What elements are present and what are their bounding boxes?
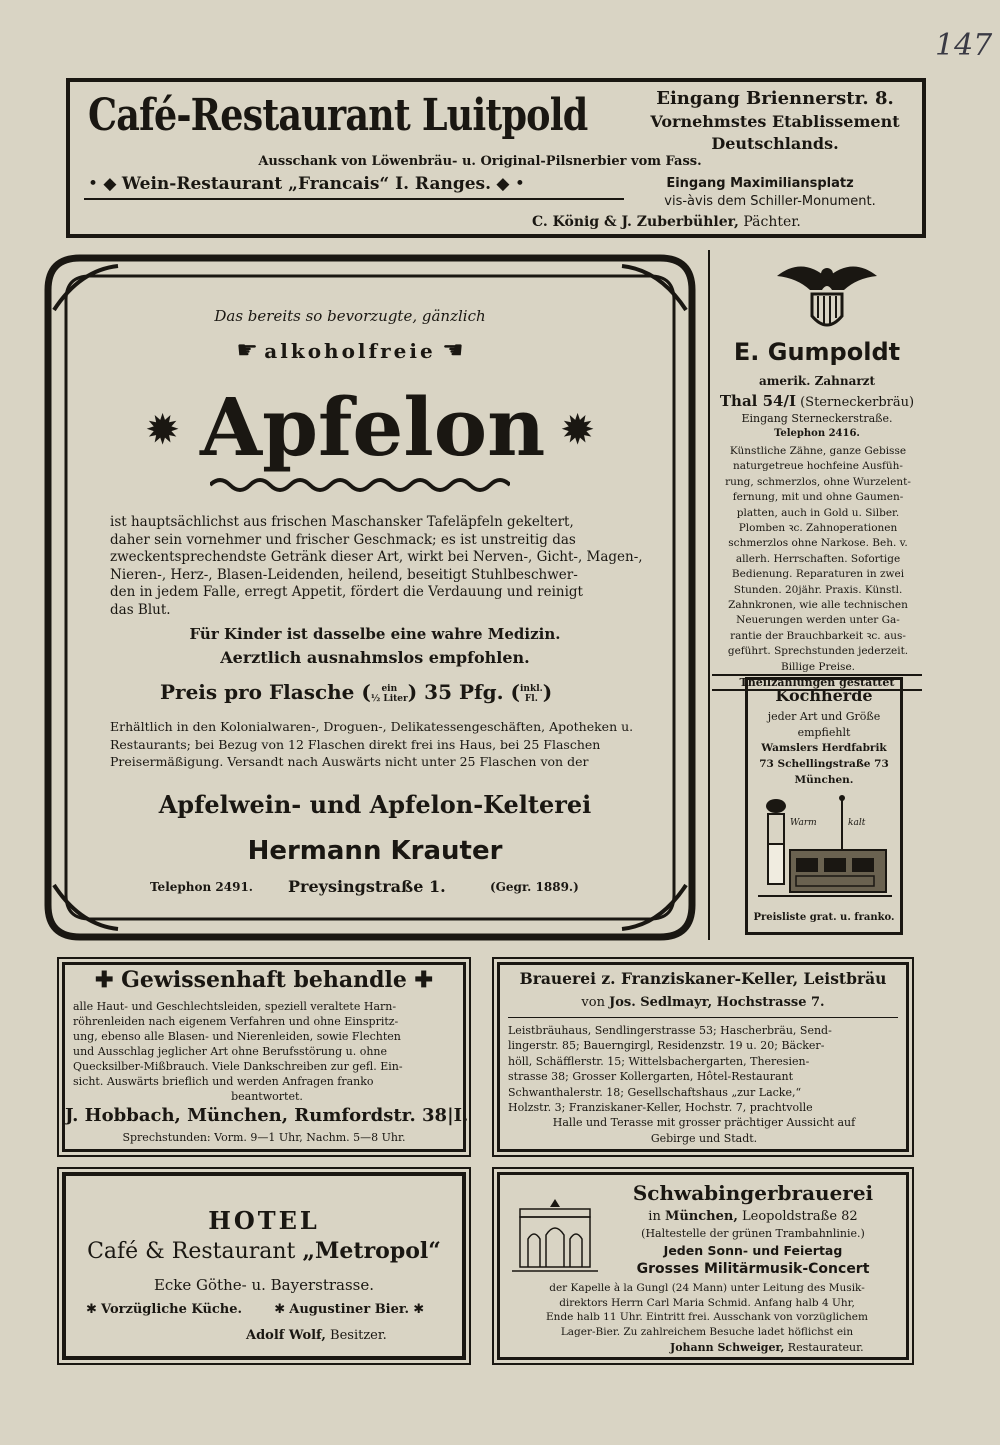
luitpold-entrance1: Eingang Briennerstr. 8. — [656, 88, 894, 109]
kochherde-title: Kochherde — [775, 686, 873, 705]
hobbach-line: beantwortet. — [231, 1090, 303, 1103]
gumpoldt-line: schmerzlos ohne Narkose. Beh. v. — [728, 537, 908, 550]
gumpoldt-title: amerik. Zahnarzt — [758, 374, 876, 388]
metropol-features-row — [86, 1302, 424, 1317]
gumpoldt-line: Neuerungen werden unter Ga- — [736, 614, 900, 627]
gumpoldt-line: Plomben ꝛc. Zahnoperationen — [738, 522, 898, 535]
schwabinger-owner-row — [670, 1341, 864, 1354]
kochherde-kalt: kalt — [848, 818, 866, 828]
metropol-beer: Augustiner Bier. — [289, 1302, 410, 1317]
hobbach-ad — [62, 962, 469, 1152]
archway-illustration — [512, 1195, 598, 1275]
apfelon-text-line: daher sein vornehmer und frischer Geschmack; es ist unstreitig das — [110, 531, 576, 548]
kochherde-footer: Preisliste grat. u. franko. — [753, 912, 895, 923]
star-icon: ✱ — [413, 1302, 425, 1317]
schwabinger-days: Jeden Sonn- und Feiertag — [663, 1243, 843, 1258]
eagle-shield-icon — [772, 256, 882, 336]
apfelon-price-row — [160, 680, 552, 704]
apfelon-price-fl: Fl. — [524, 693, 538, 704]
franziskaner-line: Leistbräuhaus, Sendlingerstrasse 53; Hascherbräu, Send- — [508, 1024, 832, 1037]
franziskaner-ad — [497, 962, 909, 1152]
ornament-right: ◆ • — [491, 174, 525, 194]
star-icon: ✱ — [86, 1302, 97, 1317]
luitpold-wine-row — [88, 174, 525, 194]
apfelon-doctors: Aerztlich ausnahmslos empfohlen. — [220, 648, 530, 667]
metropol-title-a: Café & Restaurant — [87, 1239, 296, 1264]
metropol-title-b: „Metropol“ — [302, 1238, 441, 1264]
apfelon-phone: Telephon 2491. — [150, 880, 253, 894]
gumpoldt-line: Billige Preise. — [780, 660, 856, 673]
schwabinger-ad — [497, 1172, 909, 1360]
gumpoldt-line: Bedienung. Reparaturen in zwei — [731, 568, 905, 581]
hobbach-line: sicht. Auswärts brieflich und werden Anfragen franko — [73, 1075, 374, 1088]
schwabinger-title: Schwabingerbrauerei — [632, 1181, 874, 1205]
gumpoldt-addr-rest: (Sterneckerbräu) — [800, 395, 915, 410]
hobbach-line: ung, ebenso alle Blasen- und Nierenleiden, sowie Flechten — [73, 1030, 401, 1043]
apfelon-price-c: ) — [542, 680, 553, 704]
gumpoldt-line: platten, auch in Gold u. Silber. — [736, 506, 900, 519]
gumpoldt-addr-bold: Thal 54/I — [719, 392, 796, 410]
gumpoldt-line: Künstliche Zähne, ganze Gebisse — [729, 445, 907, 457]
franziskaner-line: strasse 38; Grosser Kollergarten, Hôtel-Restaurant — [508, 1070, 794, 1084]
apfelon-owner: Hermann Krauter — [247, 836, 503, 866]
gumpoldt-body — [716, 444, 920, 675]
apfelon-price-b: ) 35 Pfg. ( — [407, 680, 520, 704]
gumpoldt-installments: Theilzahlungen gestattet — [712, 674, 922, 691]
hobbach-hours: Sprechstunden: Vorm. 9—1 Uhr, Nachm. 5—8 Uhr. — [122, 1131, 406, 1144]
franziskaner-line: Holzstr. 3; Franziskaner-Keller, Hochstr. 7, prachtvolle — [508, 1101, 813, 1115]
apfelon-availability — [110, 718, 640, 771]
hobbach-name: J. Hobbach, München, Rumfordstr. 38|I. — [65, 1105, 469, 1126]
kochherde-warm: Warm — [790, 818, 817, 828]
apfelon-text-line: das Blut. — [110, 601, 171, 618]
metropol-owner-role: Besitzer. — [330, 1328, 387, 1343]
apfelon-alcohol-free: alkoholfreie — [264, 339, 436, 363]
hobbach-line: alle Haut- und Geschlechtsleiden, speziell veraltete Harn- — [73, 1000, 397, 1013]
gumpoldt-name: E. Gumpoldt — [733, 338, 901, 366]
luitpold-beer: Ausschank von Löwenbräu- u. Original-Pilsnerbier vom Fass. — [258, 154, 702, 169]
gumpoldt-line: Stunden. 20jähr. Praxis. Künstl. — [733, 583, 903, 596]
gumpoldt-line: fernung, mit und ohne Gaumen- — [732, 491, 904, 504]
apfelon-body — [110, 514, 643, 619]
star-left-icon: ✹ — [145, 405, 181, 454]
luitpold-owners: C. König & J. Zuberbühler, — [532, 214, 739, 230]
apfelon-price-a: Preis pro Flasche ( — [160, 680, 371, 704]
apfelon-price-bottle — [520, 684, 543, 704]
schwabinger-line: der Kapelle à la Gungl (24 Mann) unter Leitung des Musik- — [549, 1282, 865, 1294]
luitpold-claim2: Deutschlands. — [711, 134, 839, 153]
kochherde-line1: jeder Art und Größe — [767, 710, 881, 723]
franziskaner-line: lingerstr. 85; Bauerngirgl, Residenzstr. 19 u. 20; Bäcker- — [508, 1039, 825, 1053]
hobbach-body — [73, 999, 461, 1104]
luitpold-wine: Wein-Restaurant „Francais“ I. Ranges. — [121, 174, 492, 194]
luitpold-title: Café-Restaurant Luitpold — [88, 90, 588, 141]
schwabinger-stop: (Haltestelle der grünen Trambahnlinie.) — [641, 1227, 865, 1240]
apfelon-price-inkl: inkl. — [520, 683, 543, 694]
franziskaner-body — [508, 1023, 900, 1146]
cross-right-icon: ✚ — [414, 967, 433, 993]
apfelon-company: Apfelwein- und Apfelon-Kelterei — [158, 790, 592, 819]
gumpoldt-line: naturgetreue hochfeine Ausfüh- — [733, 460, 903, 473]
apfelon-founded: (Gegr. 1889.) — [490, 880, 579, 894]
luitpold-ad — [66, 78, 926, 238]
schwabinger-loc-c: Leopoldstraße 82 — [742, 1209, 858, 1224]
schwabinger-body — [508, 1281, 906, 1339]
luitpold-owners-role: Pächter. — [743, 214, 801, 230]
hobbach-line: röhrenleiden nach eigenem Verfahren und ohne Einspritz- — [73, 1015, 399, 1028]
luitpold-entrance2b: vis-àvis dem Schiller-Monument. — [664, 194, 876, 209]
apfelon-text-line: Nieren-, Herz-, Blasen-Leidenden, heilend, beseitigt Stuhlbeschwer- — [110, 566, 578, 583]
schwabinger-loc-a: in — [648, 1209, 661, 1224]
gumpoldt-line: rung, schmerzlos, ohne Wurzelent- — [725, 475, 911, 488]
schwabinger-line: direktors Herrn Carl Maria Schmid. Anfang halb 4 Uhr, — [559, 1296, 855, 1309]
hobbach-line: und Ausschlag jeglicher Art ohne Berufsstörung u. ohne — [73, 1045, 387, 1058]
gumpoldt-line: geführt. Sprechstunden jederzeit. — [727, 645, 909, 658]
apfelon-address: Preysingstraße 1. — [288, 877, 446, 896]
kochherde-address: 73 Schellingstraße 73 — [759, 758, 889, 770]
hobbach-line: Quecksilber-Mißbrauch. Viele Dankschreiben zur gefl. Ein- — [73, 1060, 403, 1073]
star-icon: ✱ — [274, 1302, 286, 1317]
wavy-divider — [210, 475, 510, 495]
franziskaner-sub-a: von — [581, 995, 605, 1010]
gumpoldt-line: allerh. Herrschaften. Sofortige — [735, 552, 901, 565]
luitpold-divider — [84, 198, 624, 200]
schwabinger-owner: Johann Schweiger, — [670, 1341, 785, 1354]
stove-illustration — [758, 792, 892, 902]
franziskaner-line: Halle und Terasse mit grosser prächtiger Aussicht auf — [552, 1116, 856, 1130]
apfelon-price-ein: ein — [381, 683, 398, 694]
gumpoldt-entrance: Eingang Sterneckerstraße. — [741, 412, 893, 425]
apfelon-name: Apfelon — [200, 380, 546, 474]
luitpold-claim1: Vornehmstes Etablissement — [650, 112, 900, 131]
schwabinger-line: Ende halb 11 Uhr. Eintritt frei. Ausschank von vorzüglichem — [546, 1311, 868, 1323]
franziskaner-line: höll, Schäfflerstr. 15; Wittelsbachergarten, Theresien- — [508, 1054, 810, 1068]
schwabinger-line: Lager-Bier. Zu zahlreichem Besuche ladet höflichst ein — [560, 1325, 854, 1338]
apfelon-price-fraction — [371, 684, 408, 704]
schwabinger-concert: Grosses Militärmusik-Concert — [636, 1261, 870, 1277]
apfelon-text-line: ist hauptsächlichst aus frischen Maschansker Tafeläpfeln gekeltert, — [110, 514, 574, 530]
pointing-hand-right-icon: ☛ — [236, 336, 258, 364]
luitpold-owners-row — [532, 214, 801, 230]
schwabinger-location-row — [600, 1209, 906, 1224]
cross-left-icon: ✚ — [95, 967, 114, 993]
franziskaner-rule — [508, 1017, 898, 1018]
apfelon-price-liter: ½ Liter — [370, 693, 408, 704]
franziskaner-line: Gebirge und Stadt. — [650, 1131, 758, 1145]
page-number: 147 — [935, 28, 993, 63]
metropol-ad — [62, 1172, 466, 1360]
apfelon-avail-line: Restaurants; bei Bezug von 12 Flaschen direkt frei ins Haus, bei 25 Flaschen — [110, 736, 601, 752]
metropol-title-row — [66, 1238, 462, 1264]
kochherde-ad — [745, 677, 903, 935]
apfelon-text-line: den in jedem Falle, erregt Appetit, fördert die Verdauung und reinigt — [110, 584, 583, 600]
schwabinger-loc-b: München, — [664, 1209, 738, 1224]
apfelon-children: Für Kinder ist dasselbe eine wahre Medizin. — [189, 625, 561, 643]
pointing-hand-left-icon: ☚ — [442, 336, 464, 364]
metropol-kitchen: Vorzügliche Küche. — [101, 1302, 243, 1317]
gumpoldt-address-row — [712, 392, 922, 410]
kochherde-city: München. — [794, 774, 854, 786]
gumpoldt-ad — [712, 250, 922, 689]
apfelon-avail-line: Preisermäßigung. Versandt nach Auswärts nicht unter 25 Flaschen von der — [110, 754, 589, 769]
apfelon-intro: Das bereits so bevorzugte, gänzlich — [214, 307, 486, 325]
franziskaner-sub-row — [500, 995, 906, 1010]
apfelon-text-line: zweckentsprechendste Getränk dieser Art, wirkt bei Nerven-, Gicht-, Magen-, — [110, 549, 643, 565]
apfelon-avail-line: Erhältlich in den Kolonialwaren-, Droguen-, Delikatessengeschäften, Apotheken u. — [110, 719, 634, 734]
hobbach-title: Gewissenhaft behandle — [121, 967, 407, 993]
franziskaner-sub-b: Jos. Sedlmayr, Hochstrasse 7. — [609, 995, 825, 1010]
kochherde-line2: empfiehlt — [797, 726, 851, 739]
gumpoldt-line: rantie der Brauchbarkeit ꝛc. aus- — [730, 629, 906, 642]
hobbach-title-row — [65, 967, 463, 993]
metropol-corner: Ecke Göthe- u. Bayerstrasse. — [153, 1276, 375, 1294]
metropol-hotel: HOTEL — [208, 1206, 320, 1235]
gumpoldt-phone: Telephon 2416. — [774, 428, 860, 439]
star-right-icon: ✹ — [560, 405, 596, 454]
right-column-rule — [708, 250, 710, 940]
kochherde-company: Wamslers Herdfabrik — [761, 742, 887, 754]
ornament-left: • ◆ — [88, 174, 122, 194]
schwabinger-owner-role: Restaurateur. — [787, 1341, 864, 1354]
metropol-owner-row — [246, 1328, 387, 1343]
luitpold-entrance2: Eingang Maximiliansplatz — [666, 176, 854, 191]
franziskaner-line: Schwanthalerstr. 18; Gesellschaftshaus „zur Lacke,“ — [508, 1085, 802, 1099]
apfelon-alcohol-row — [150, 336, 550, 364]
gumpoldt-line: Zahnkronen, wie alle technischen — [728, 599, 908, 612]
franziskaner-title: Brauerei z. Franziskaner-Keller, Leistbräu — [519, 969, 887, 988]
metropol-owner: Adolf Wolf, — [246, 1328, 326, 1343]
